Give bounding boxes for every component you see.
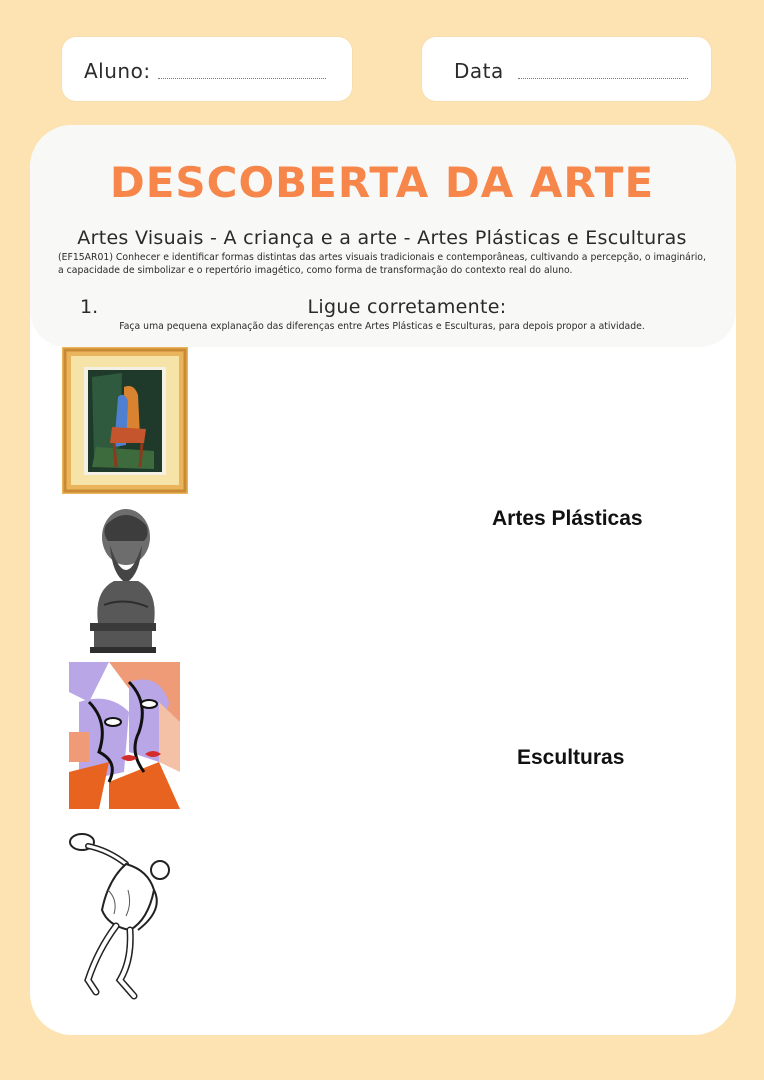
student-name-field[interactable] bbox=[62, 37, 352, 101]
question-number: 1. bbox=[80, 296, 99, 318]
option-esculturas[interactable]: Esculturas bbox=[517, 746, 625, 769]
bust-sculpture-image[interactable] bbox=[84, 505, 164, 653]
framed-painting-image[interactable] bbox=[62, 347, 188, 494]
discus-thrower-image[interactable] bbox=[68, 830, 174, 1002]
date-label: Data bbox=[454, 59, 504, 83]
date-line[interactable] bbox=[518, 77, 688, 79]
worksheet-title: DESCOBERTA DA ARTE bbox=[109, 158, 655, 207]
question-instruction: Faça uma pequena explanação das diferenças entre Artes Plásticas e Esculturas, para depois propor a atividade. bbox=[119, 321, 645, 332]
date-field[interactable] bbox=[422, 37, 711, 101]
question-title: Ligue corretamente: bbox=[307, 296, 507, 318]
student-name-line[interactable] bbox=[158, 77, 326, 79]
cubist-faces-image[interactable] bbox=[69, 662, 180, 809]
option-artes-plasticas[interactable]: Artes Plásticas bbox=[492, 507, 643, 530]
skill-description: (EF15AR01) Conhecer e identificar formas distintas das artes visuais tradicionais e contemporâneas, cultivando a percepção, o imaginário, a capacidade de simbolizar e o repertório imagético, como forma de transformação do contexto real do aluno. bbox=[58, 252, 706, 276]
worksheet-subtitle: Artes Visuais - A criança e a arte - Artes Plásticas e Esculturas bbox=[77, 227, 687, 249]
student-name-label: Aluno: bbox=[84, 59, 151, 83]
